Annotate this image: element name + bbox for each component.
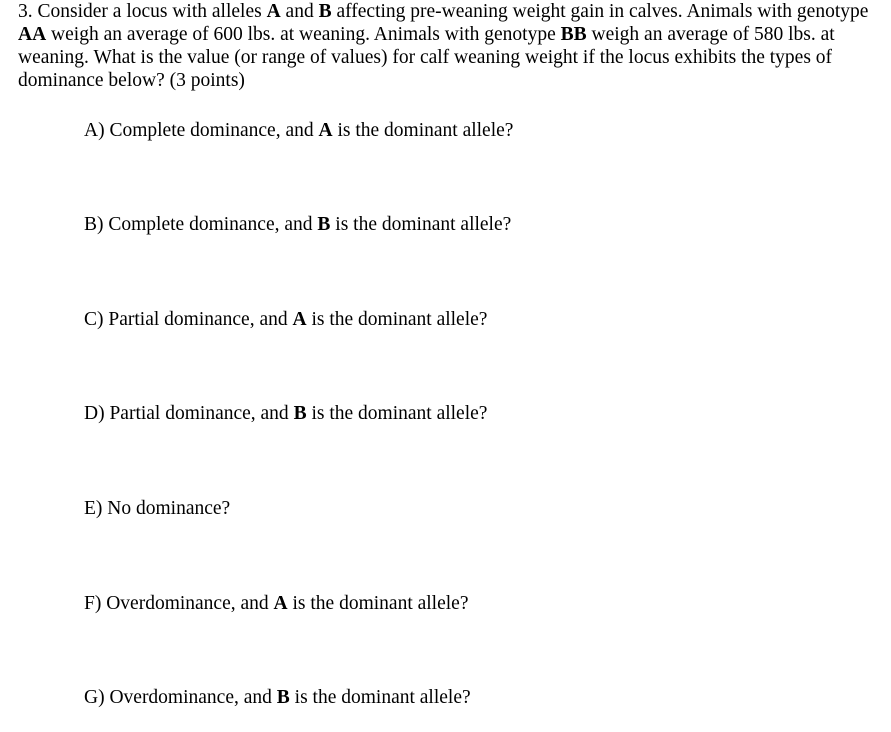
- part-g-allele: B: [276, 687, 290, 708]
- part-b-suffix: is the dominant allele?: [335, 214, 512, 235]
- part-g-suffix: is the dominant allele?: [294, 687, 471, 708]
- question-text: weigh an average of 580 lbs. at weaning. What is the value (or range of values) for calf weaning weight if the locus exhibits the types of dominance below? (3 points): [18, 24, 835, 91]
- question-text: Consider a locus with alleles: [37, 1, 262, 22]
- part-a-prefix: A) Complete dominance, and: [84, 120, 314, 141]
- question-text: and: [285, 1, 314, 22]
- part-c: [84, 308, 487, 331]
- part-e: [84, 497, 230, 520]
- part-f-allele: A: [273, 593, 288, 614]
- part-d-prefix: D) Partial dominance, and: [84, 403, 289, 424]
- part-f-prefix: F) Overdominance, and: [84, 593, 269, 614]
- part-b-allele: B: [317, 214, 331, 235]
- question-number: 3.: [18, 1, 33, 22]
- allele-b: B: [318, 1, 332, 22]
- part-e-text: E) No dominance?: [84, 498, 231, 519]
- part-g: [84, 686, 471, 709]
- part-a-suffix: is the dominant allele?: [337, 120, 514, 141]
- part-d-allele: B: [293, 403, 307, 424]
- question-stem: [18, 0, 884, 92]
- part-a-allele: A: [318, 120, 333, 141]
- part-c-allele: A: [292, 309, 307, 330]
- question-text: weigh an average of 600 lbs. at weaning. Animals with genotype: [51, 24, 556, 45]
- genotype-bb: BB: [560, 24, 587, 45]
- allele-a: A: [266, 1, 281, 22]
- part-c-suffix: is the dominant allele?: [311, 309, 488, 330]
- part-f-suffix: is the dominant allele?: [292, 593, 469, 614]
- part-c-prefix: C) Partial dominance, and: [84, 309, 288, 330]
- part-a: [84, 119, 513, 142]
- genotype-aa: AA: [18, 24, 47, 45]
- part-g-prefix: G) Overdominance, and: [84, 687, 272, 708]
- part-b-prefix: B) Complete dominance, and: [84, 214, 313, 235]
- question-text: affecting pre-weaning weight gain in calves. Animals with genotype: [336, 1, 869, 22]
- part-b: [84, 213, 511, 236]
- part-d-suffix: is the dominant allele?: [311, 403, 488, 424]
- part-d: [84, 402, 487, 425]
- part-f: [84, 592, 469, 615]
